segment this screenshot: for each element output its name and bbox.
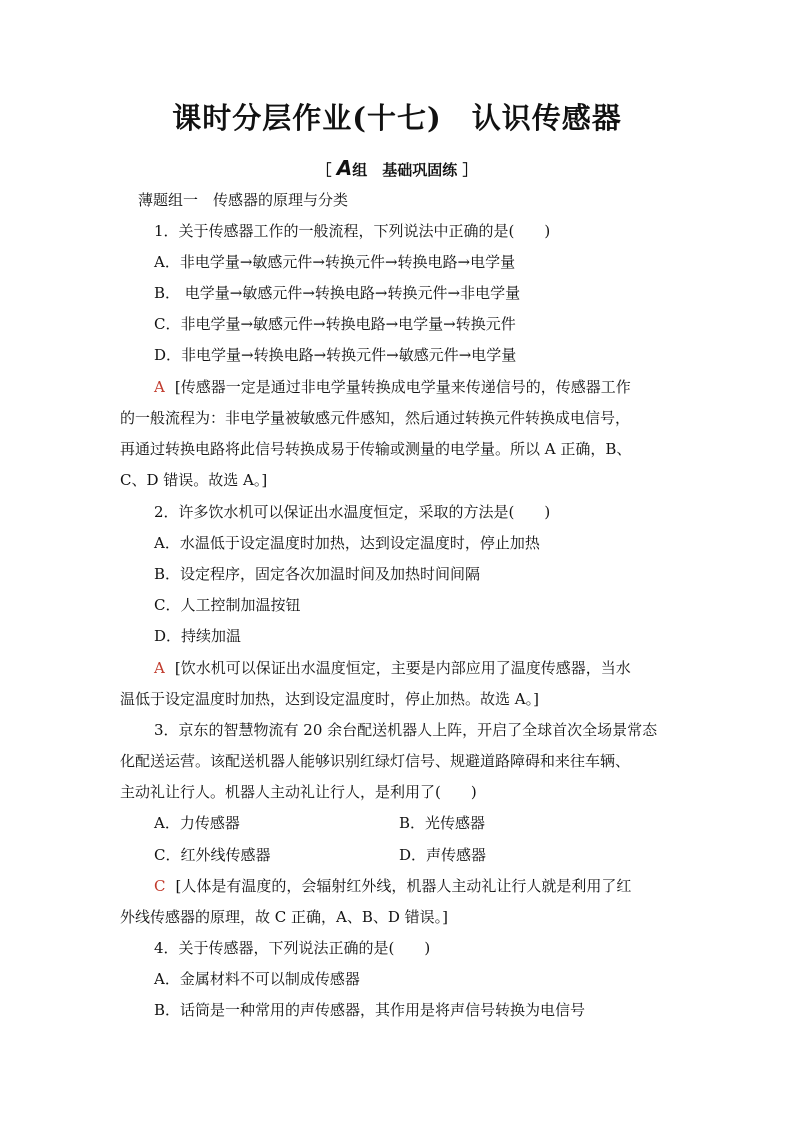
q1-stem: 1．关于传感器工作的一般流程，下列说法中正确的是( ) <box>154 222 551 240</box>
q2-answer: A <box>154 659 165 677</box>
q3-explanation-line: 外线传感器的原理，故 C 正确，A、B、D 错误。] <box>120 908 449 926</box>
group-heading <box>0 156 794 180</box>
page-title <box>0 96 794 137</box>
q1-option-b: B． 电学量→敏感元件→转换电路→转换元件→非电学量 <box>154 284 521 302</box>
q1-explanation-line: C、D 错误。故选 A。] <box>120 471 268 489</box>
q2-explanation-line <box>154 658 631 678</box>
q4-option-b: B．话筒是一种常用的声传感器，其作用是将声信号转换为电信号 <box>154 1001 586 1019</box>
group-bracket-close: ］ <box>462 161 478 179</box>
q3-stem: 主动礼让行人。机器人主动礼让行人，是利用了( ) <box>120 783 477 801</box>
q3-option-c: C．红外线传感器 <box>154 846 271 864</box>
q1-explanation-text: [传感器一定是通过非电学量转换成电学量来传递信号的，传感器工作 <box>174 378 631 396</box>
group-label: 组 基础巩固练 <box>352 161 458 179</box>
q3-stem: 化配送运营。该配送机器人能够识别红绿灯信号、规避道路障碍和来往车辆、 <box>120 752 631 770</box>
q1-option-d: D．非电学量→转换电路→转换元件→敏感元件→电学量 <box>154 346 517 364</box>
q2-stem: 2．许多饮水机可以保证出水温度恒定，采取的方法是( ) <box>154 503 551 521</box>
title-main: 课时分层作业(十七) <box>172 101 442 135</box>
q3-option-b: B．光传感器 <box>399 814 486 832</box>
q2-option-a: A．水温低于设定温度时加热，达到设定温度时，停止加热 <box>154 534 540 552</box>
q3-answer: C <box>154 877 166 895</box>
q1-option-a: A．非电学量→敏感元件→转换元件→转换电路→电学量 <box>154 253 516 271</box>
q3-options-row <box>154 845 714 865</box>
q4-stem: 4．关于传感器，下列说法正确的是( ) <box>154 939 431 957</box>
q2-explanation-text: [饮水机可以保证出水温度恒定，主要是内部应用了温度传感器，当水 <box>174 659 631 677</box>
q1-answer: A <box>154 378 165 396</box>
q3-explanation-line <box>154 876 631 896</box>
q1-option-c: C．非电学量→敏感元件→转换电路→电学量→转换元件 <box>154 315 516 333</box>
title-sub: 认识传感器 <box>471 101 622 135</box>
q4-option-a: A．金属材料不可以制成传感器 <box>154 970 360 988</box>
q2-explanation-line: 温低于设定温度时加热，达到设定温度时，停止加热。故选 A。] <box>120 690 539 708</box>
q3-explanation-text: [人体是有温度的，会辐射红外线，机器人主动礼让行人就是利用了红 <box>175 877 632 895</box>
section-heading: 薄题组一 传感器的原理与分类 <box>138 191 349 209</box>
group-letter: A <box>336 156 353 180</box>
q2-option-b: B．设定程序，固定各次加温时间及加热时间间隔 <box>154 565 481 583</box>
q3-stem: 3．京东的智慧物流有 20 余台配送机器人上阵，开启了全球首次全场景常态 <box>154 721 658 739</box>
q1-explanation-line: 的一般流程为：非电学量被敏感元件感知，然后通过转换元件转换成电信号， <box>120 409 631 427</box>
q2-option-c: C．人工控制加温按钮 <box>154 596 301 614</box>
q2-option-d: D．持续加温 <box>154 627 242 645</box>
q1-explanation-line <box>154 377 631 397</box>
q3-option-a: A．力传感器 <box>154 814 240 832</box>
q3-option-d: D．声传感器 <box>399 846 487 864</box>
group-bracket-open: ［ <box>316 161 332 179</box>
q1-explanation-line: 再通过转换电路将此信号转换成易于传输或测量的电学量。所以 A 正确，B、 <box>120 440 632 458</box>
q3-options-row <box>154 813 714 833</box>
